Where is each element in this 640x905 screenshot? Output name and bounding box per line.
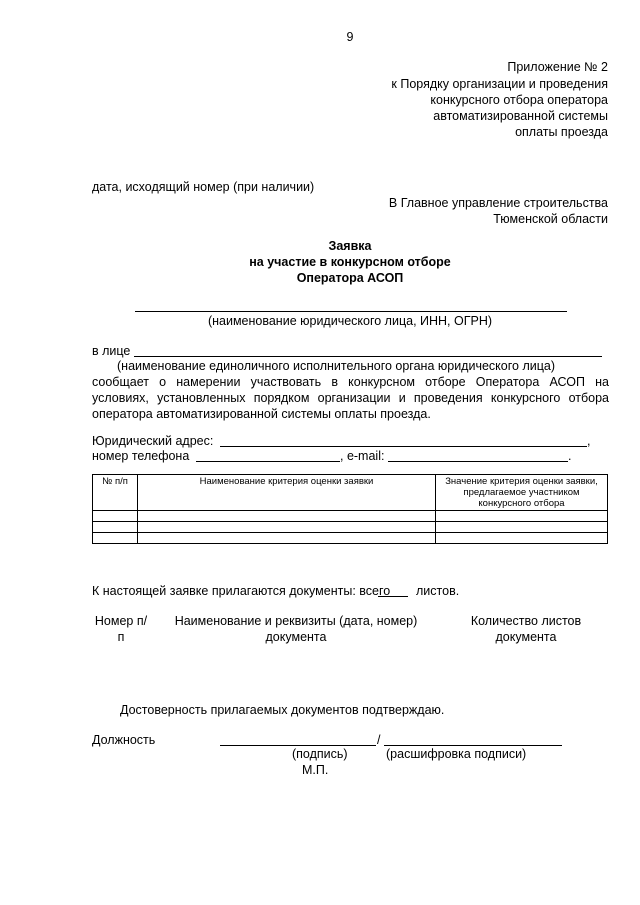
table-row: [93, 511, 608, 522]
page-number: 9: [346, 30, 354, 44]
table-cell[interactable]: [138, 533, 436, 544]
person-label: в лице: [92, 344, 131, 358]
title-line-1: Заявка: [328, 239, 372, 253]
position-label: Должность: [92, 733, 156, 747]
signature-slash: /: [377, 733, 381, 747]
legal-address-field[interactable]: [220, 446, 587, 447]
col-criterion-header: Наименование критерия оценки заявки: [138, 475, 436, 511]
sheet-count-field[interactable]: [378, 596, 408, 597]
phone-label: номер телефона: [92, 449, 190, 463]
criteria-table: [92, 474, 608, 544]
criteria-table-header: [93, 475, 608, 511]
org-name-field[interactable]: [135, 311, 567, 312]
appendix-line-2: к Порядку организации и проведения: [391, 77, 608, 91]
table-row: [93, 522, 608, 533]
phone-field[interactable]: [196, 461, 340, 462]
docs-col-name: Наименование и реквизиты (дата, номер) документа: [174, 614, 418, 644]
signature-decode-field[interactable]: [384, 745, 562, 746]
table-cell[interactable]: [93, 511, 138, 522]
org-name-caption: (наименование юридического лица, ИНН, ОГРН): [207, 314, 493, 328]
signature-caption: (подпись): [292, 747, 348, 761]
executive-body-field[interactable]: [134, 356, 602, 357]
signature-decode-caption: (расшифровка подписи): [386, 747, 527, 761]
attached-docs-suffix: листов.: [416, 584, 460, 598]
table-cell[interactable]: [138, 511, 436, 522]
table-row: [93, 533, 608, 544]
appendix-line-3: конкурсного отбора оператора: [430, 93, 608, 107]
attached-docs-prefix: К настоящей заявке прилагаются документы: всего: [92, 584, 391, 598]
title-line-2: на участие в конкурсном отборе: [249, 255, 451, 269]
statement-line-1: сообщает о намерении участвовать в конкурсном отборе Оператора АСОП на: [92, 375, 609, 389]
table-cell[interactable]: [436, 511, 608, 522]
legal-address-comma: ,: [587, 434, 591, 448]
email-label: , e-mail:: [340, 449, 385, 463]
email-field[interactable]: [388, 461, 568, 462]
statement-line-2: условиях, установленных порядком организации и проведения конкурсного отбора: [92, 391, 609, 405]
table-cell[interactable]: [93, 533, 138, 544]
statement-line-3: оператора автоматизированной системы оплаты проезда.: [92, 407, 431, 421]
table-cell[interactable]: [436, 522, 608, 533]
stamp-label: М.П.: [302, 763, 329, 777]
legal-address-label: Юридический адрес:: [92, 434, 214, 448]
docs-col-sheets: Количество листов документа: [470, 614, 582, 644]
addressee-line-2: Тюменской области: [493, 212, 608, 226]
appendix-line-1: Приложение № 2: [507, 60, 608, 74]
table-cell[interactable]: [436, 533, 608, 544]
col-number-header: № п/п: [93, 475, 138, 511]
addressee-line-1: В Главное управление строительства: [388, 196, 608, 210]
executive-body-caption: (наименование единоличного исполнительного органа юридического лица): [117, 359, 555, 373]
appendix-line-5: оплаты проезда: [515, 125, 608, 139]
email-period: .: [568, 449, 572, 463]
docs-col-number: Номер п/п: [94, 614, 148, 644]
col-value-header: Значение критерия оценки заявки, предлагаемое участником конкурсного отбора: [436, 475, 608, 511]
appendix-line-4: автоматизированной системы: [433, 109, 608, 123]
title-line-3: Оператора АСОП: [296, 271, 404, 285]
table-cell[interactable]: [138, 522, 436, 533]
table-cell[interactable]: [93, 522, 138, 533]
confirmation-text: Достоверность прилагаемых документов подтверждаю.: [120, 703, 445, 717]
date-line: дата, исходящий номер (при наличии): [92, 180, 315, 194]
signature-field[interactable]: [220, 745, 376, 746]
